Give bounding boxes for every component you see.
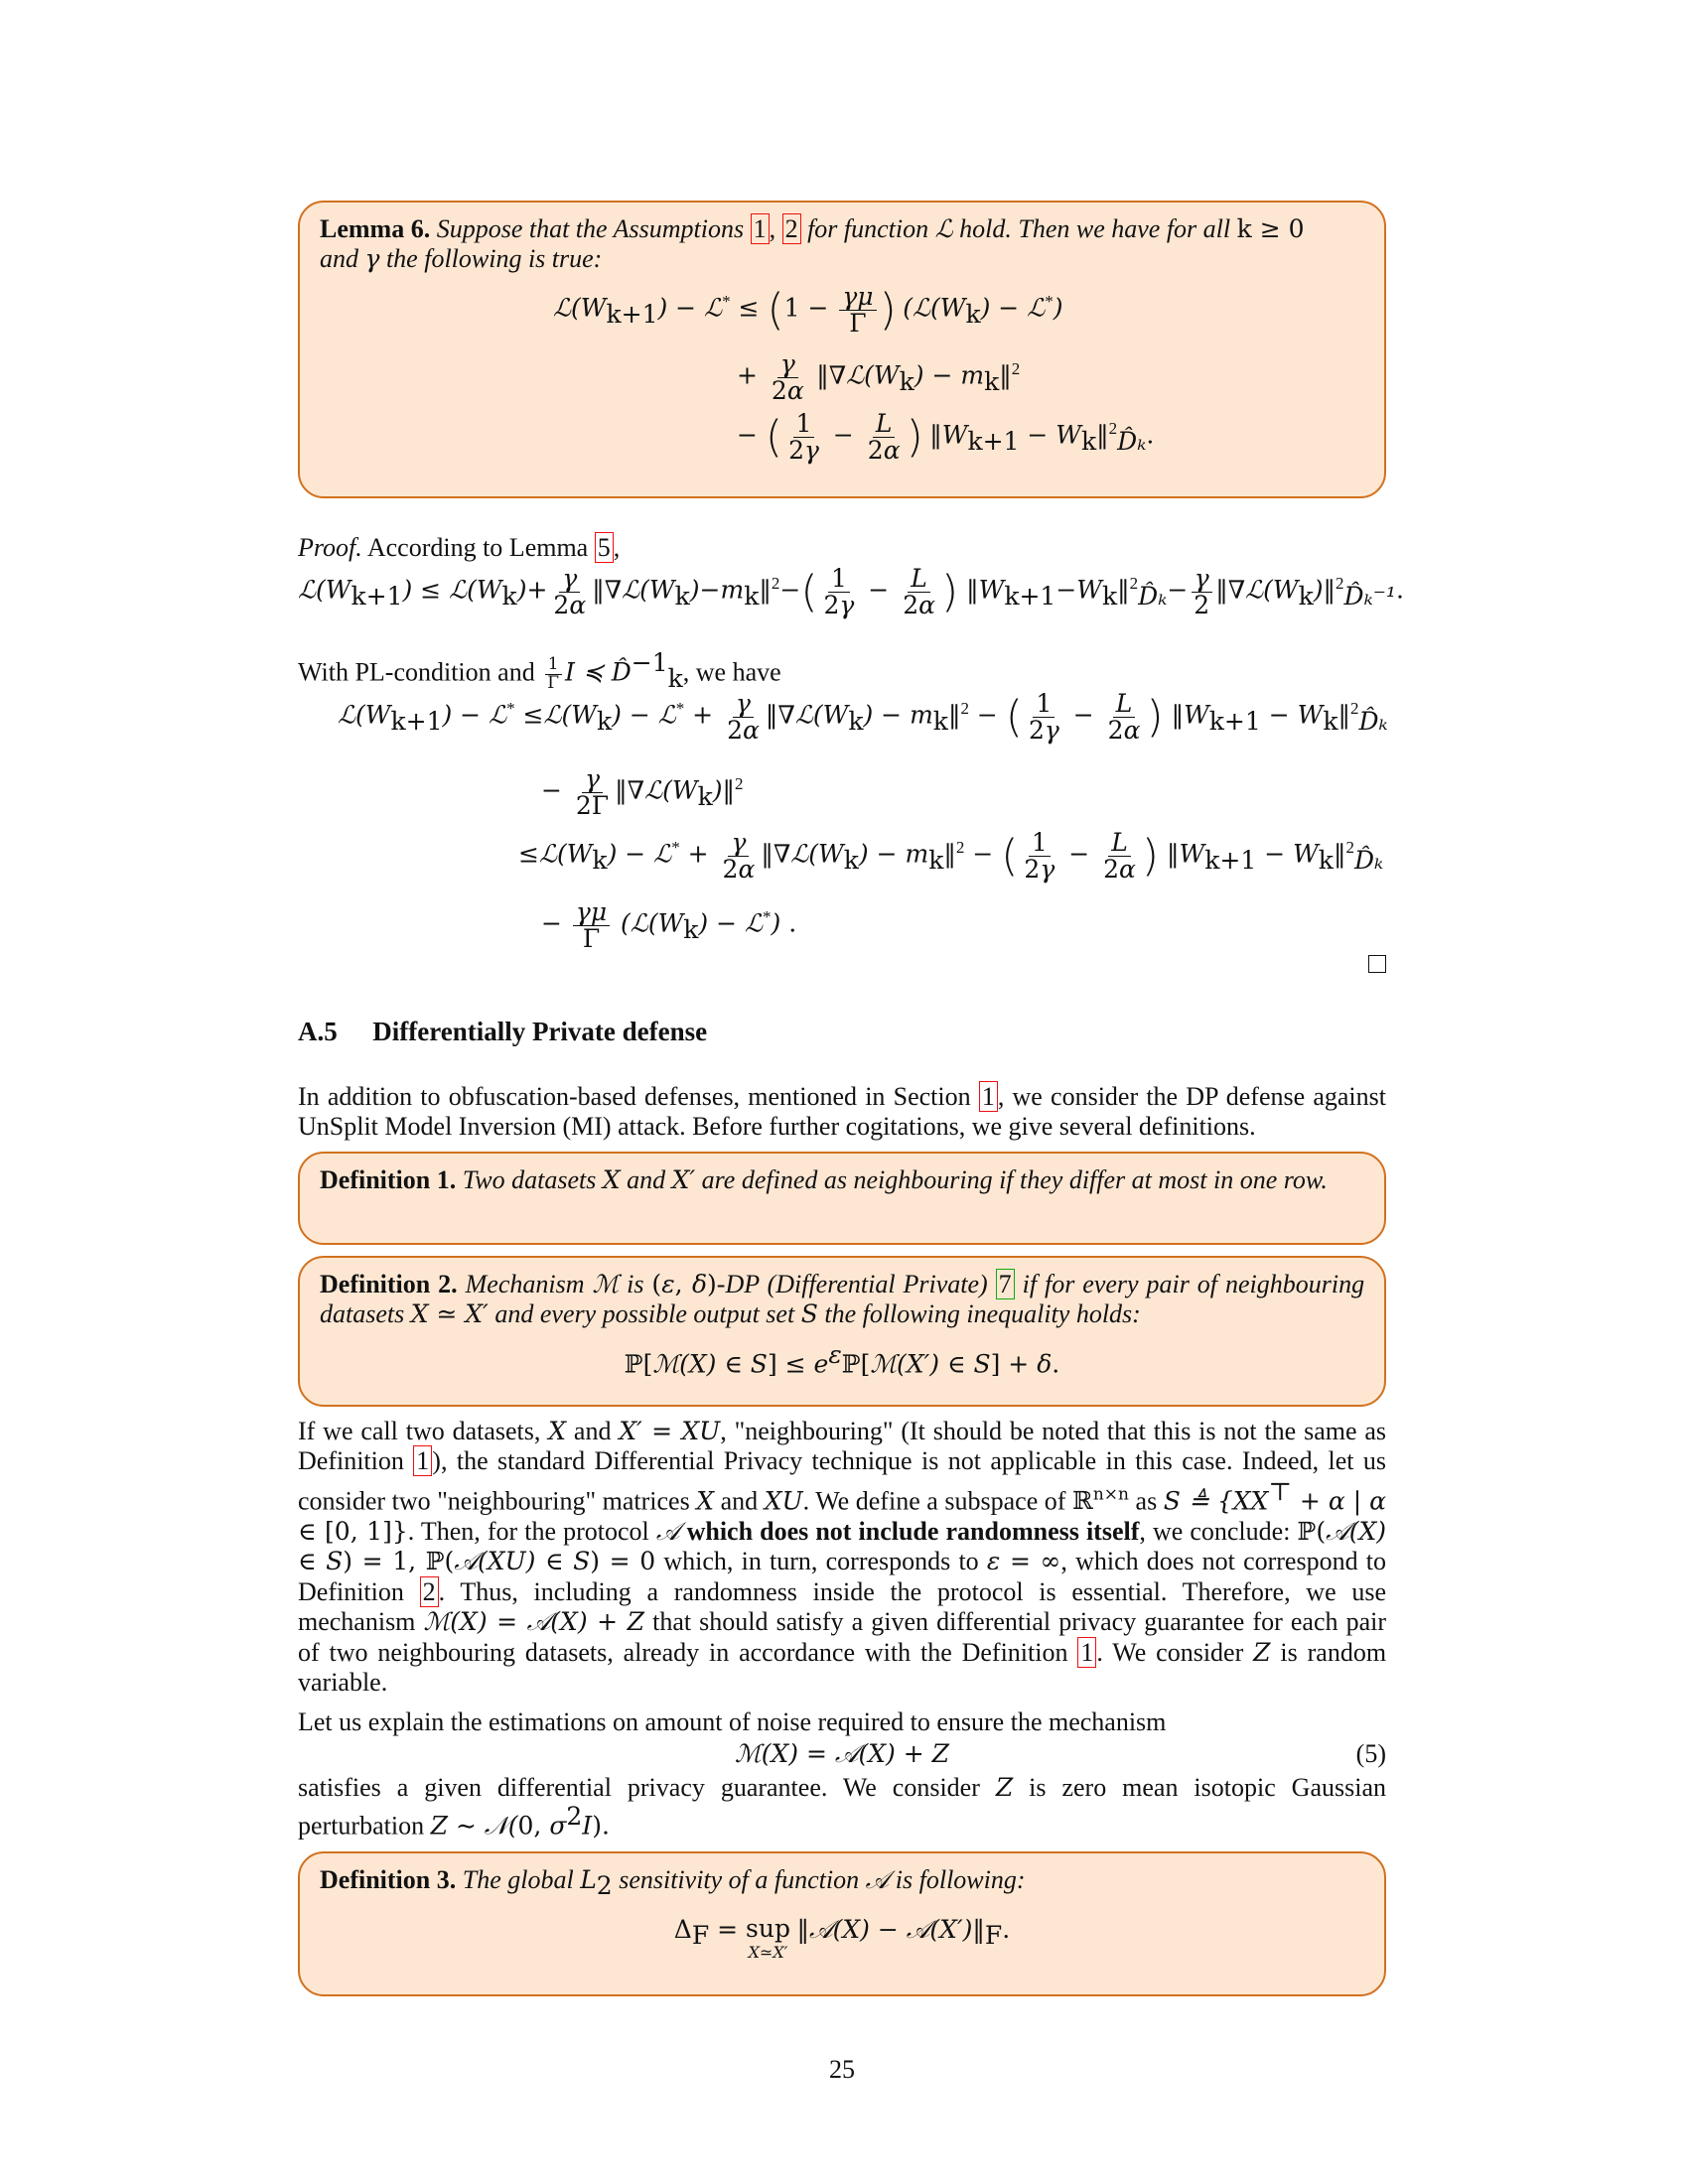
equation-5: ℳ(X) = 𝒜(X) + Z [734,1739,950,1768]
qed-symbol [1368,955,1386,973]
noise-paragraph-after: satisfies a given differential privacy guarantee. We consider Z is zero mean isotopic Gaussian perturbation Z ∼ 𝒩(0, $\sigma^2I$). [298,1773,1386,1841]
paper-page [298,0,1404,2184]
definition-3-label: Definition 3. [320,1865,457,1894]
lemma-6-equation-line-2: + $\frac{\gamma}{2\alpha}$ $‖\nabla ℒ(W_k)$ − $m_k‖^2$ [737,349,1021,406]
page-number: 25 [829,2055,855,2084]
lemma-6-statement: Lemma 6. Suppose that the Assumptions 1 , 2 for function ℒ hold. Then we have for all k ≥ 0 and γ the following is true: [320,214,1305,273]
lemma-6-box [298,201,1386,498]
proof-equation-2-line-1: $ℒ(W_{k+1})$ − ℒ* $\le ℒ(W_k)$ − ℒ* + $\frac{\gamma}{2\alpha}$ $‖\nabla ℒ(W_k)$ − $m_k‖^2$ − ( $\frac{1}{2\gamma}$ − $\frac{L}{2\alpha}$ ) $‖W_{k+1}$ − $W_k‖^2_{D̂_k}$ [338,689,1388,746]
section-heading [298,1017,707,1047]
citation-7[interactable]: 7 [996,1269,1015,1299]
lemma-6-equation-line-1: $ℒ(W_{k+1})$ − ℒ* ≤ (1 − $\frac{\gamma\mu}{\Gamma}$ ) ($ℒ(W_k)$ − ℒ*) [553,282,1063,339]
definition-2-ref[interactable]: 2 [420,1576,439,1607]
lemma-5-ref[interactable]: 5 [595,532,614,563]
main-paragraph: If we call two datasets, X and X′ = XU, "neighbouring" (It should be noted that this is not the same as Definition 1 ), the standard Differential Privacy technique is not applicable in this case. Indeed, let us consider two "neighbouring" matrices X and XU. We define a subspace of ℝ$^{n\times n}$ as S ≜ {XX⊤ + α | α ∈ [0, 1]}. Then, for the protocol 𝒜 which does not include randomness itself, we conclude: ℙ(𝒜(X) ∈ S) = 1, ℙ(𝒜(XU) ∈ S) = 0 which, in turn, corresponds to ε = ∞, which does not correspond to Definition 2 . Thus, including a randomness inside the protocol is essential. Therefore, we use mechanism ℳ(X) = 𝒜(X) + Z that should satisfy a given differential privacy guarantee for each pair of two neighbouring datasets, already in accordance with the Definition 1 . We consider Z is random variable. [298,1417,1387,1697]
proof-label: Proof. [298,533,362,562]
noise-paragraph-intro: Let us explain the estimations on amount of noise required to ensure the mechanism [298,1707,1167,1736]
proof-equation-2-line-2: − $\frac{\gamma}{2\Gamma}$ $‖\nabla ℒ(W_k)‖^2$ [541,764,744,821]
section-number: A.5 [298,1017,338,1046]
section-1-ref[interactable]: 1 [979,1081,998,1112]
equation-5-number: (5) [1355,1739,1386,1768]
definition-2-inequality: ℙ[ℳ(X) ∈ $S] \le e^\varepsilon ℙ[ℳ(X')$ ∈ S] + δ. [624,1339,1060,1379]
assumption-ref-1[interactable]: 1 [751,213,770,244]
proof-equation-1: $ℒ(W_{k+1})$ ≤ $ℒ(W_k)+$ $\frac{\gamma}{2\alpha}$ $‖\nabla ℒ(W_k)-m_k‖^2-$( $\frac{1}{2\gamma}$ − $\frac{L}{2\alpha}$ ) $‖W_{k+1}-W_k‖^2_{D̂_k}-$ $\frac{\gamma}{2}$ $‖\nabla ℒ(W_k)‖^2_{D̂_k^{-1}}$. [298,564,1404,620]
proof-equation-2-line-3: $\le ℒ(W_k)$ − ℒ* + $\frac{\gamma}{2\alpha}$ $‖\nabla ℒ(W_k)$ − $m_k‖^2$ − ( $\frac{1}{2\gamma}$ − $\frac{L}{2\alpha}$ ) $‖W_{k+1}$ − $W_k‖^2_{D̂_k}$ [518,828,1384,885]
intro-paragraph: In addition to obfuscation-based defenses, mentioned in Section 1 , we consider the DP defense against UnSplit Model Inversion (MI) attack. Before further cogitations, we give several definitions. [298,1082,1386,1141]
lemma-6-label: Lemma 6. [320,214,431,243]
definition-1-ref[interactable]: 1 [413,1445,432,1476]
definition-3-box: Definition 3. The global $L_2$ sensitivity of a function 𝒜 is following: $\Delta_F$ = sup X≃X′ ‖𝒜(X) − $𝒜(X')‖_F$. [298,1851,1386,1996]
definition-1-box: Definition 1. Two datasets X and X′ are defined as neighbouring if they differ at most in one row. [298,1152,1386,1245]
definition-1-label: Definition 1. [320,1165,457,1194]
pl-condition-line: With PL-condition and $\frac{1}{\Gamma}$ I ≼ D̂$^{-1}_k$, we have [298,648,781,694]
section-title: Differentially Private defense [372,1017,708,1046]
lemma-6-equation-line-3: − ( $\frac{1}{2\gamma}$ − $\frac{L}{2\alpha}$ ) $‖W_{k+1}$ − $W_k‖^2_{D̂_k}$. [737,409,1155,466]
proof-equation-2-line-4: − $\frac{\gamma\mu}{\Gamma}$ ($ℒ(W_k)$ − ℒ*) . [541,897,797,954]
proof-intro: Proof. According to Lemma 5 , [298,533,621,562]
definition-2-box: Definition 2. Mechanism ℳ is (ε, δ)-DP (Differential Private) 7 if for every pair of neighbouring datasets X ≃ X′ and every possible output set S the following inequality holds: ℙ[ℳ(X) ∈ $S] \le e^\varepsilon ℙ[ℳ(X')$ ∈ S] + δ. [298,1256,1386,1407]
definition-2-label: Definition 2. [320,1270,458,1298]
definition-3-equation: $\Delta_F$ = sup X≃X′ ‖𝒜(X) − $𝒜(X')‖_F$. [673,1913,1011,1962]
assumption-ref-2[interactable]: 2 [782,213,801,244]
definition-1-ref-b[interactable]: 1 [1077,1637,1096,1668]
